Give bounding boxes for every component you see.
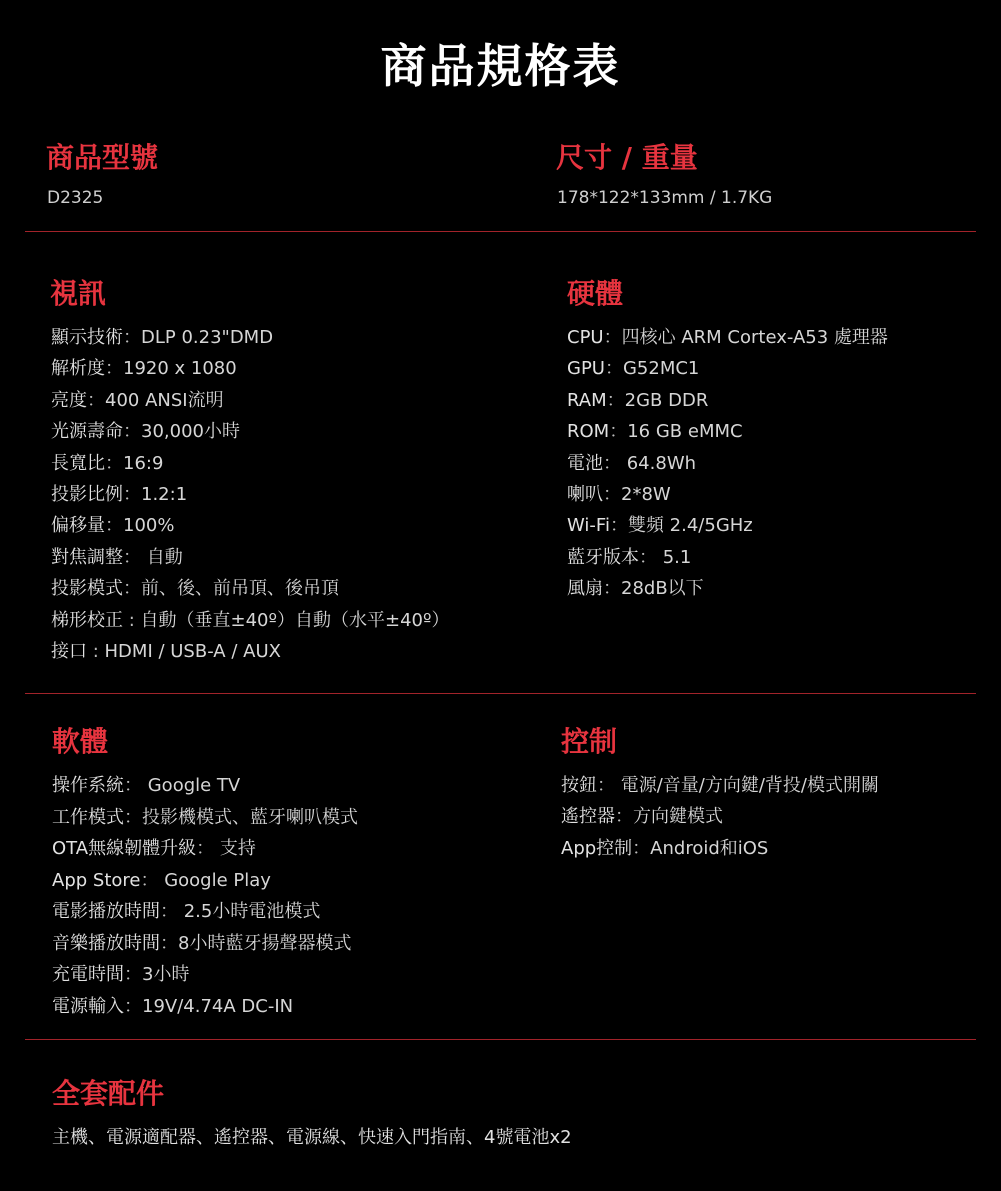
spec-separator: ： — [123, 578, 141, 600]
spec-value: 雙頻 2.4/5GHz — [627, 515, 753, 537]
spec-label: RAM — [567, 389, 607, 411]
spec-separator: : — [123, 609, 141, 631]
spec-separator: ： — [160, 932, 178, 954]
spec-separator: ： — [609, 515, 628, 537]
spec-separator: ： — [603, 452, 627, 474]
spec-item — [51, 542, 449, 573]
spec-label: 音樂播放時間 — [52, 932, 160, 954]
spec-separator: ： — [140, 869, 165, 891]
spec-item — [567, 573, 888, 604]
spec-item — [567, 448, 888, 479]
size-weight-value: 178*122*133mm / 1.7KG — [557, 188, 773, 208]
spec-value: 前、後、前吊頂、後吊頂 — [141, 578, 339, 600]
spec-value: 16:9 — [123, 452, 164, 474]
section-divider — [25, 1039, 976, 1040]
spec-label: 遙控器 — [561, 806, 615, 828]
spec-separator: ： — [124, 775, 148, 796]
spec-label: 藍牙版本 — [567, 546, 639, 568]
spec-separator: ： — [603, 327, 622, 348]
section-divider — [25, 693, 976, 694]
model-heading: 商品型號 — [46, 141, 159, 174]
spec-value: Android和iOS — [650, 837, 769, 859]
page-title: 商品規格表 — [380, 39, 621, 93]
spec-value: HDMI / USB-A / AUX — [104, 640, 281, 662]
spec-label: CPU — [567, 327, 604, 348]
spec-item — [51, 636, 449, 667]
spec-separator: ： — [160, 901, 184, 922]
spec-value: 30,000小時 — [141, 421, 240, 443]
spec-value: 64.8Wh — [626, 452, 697, 474]
spec-item — [561, 833, 879, 864]
video-spec-list — [51, 322, 449, 667]
spec-item — [51, 416, 449, 447]
spec-item — [52, 896, 358, 928]
section-divider — [25, 231, 976, 232]
spec-label: 操作系統 — [52, 775, 124, 796]
model-value: D2325 — [47, 188, 104, 208]
spec-label: 亮度 — [51, 389, 87, 411]
spec-item — [567, 416, 888, 447]
spec-value: 100% — [123, 515, 175, 537]
spec-value: 自動（垂直±40º）自動（水平±40º） — [140, 609, 450, 631]
spec-label: App控制 — [561, 837, 633, 859]
spec-value: 1.2:1 — [141, 483, 188, 505]
spec-value: 1920 x 1080 — [123, 358, 237, 380]
spec-item — [567, 353, 888, 384]
spec-item — [567, 385, 888, 416]
spec-label: 喇叭 — [567, 483, 603, 505]
spec-label: 長寬比 — [51, 452, 105, 474]
accessories-value: 主機、電源適配器、遙控器、電源線、快速入門指南、4號電池x2 — [52, 1127, 572, 1148]
spec-separator: ： — [603, 578, 621, 600]
spec-label: 投影模式 — [51, 578, 123, 600]
spec-item — [51, 479, 449, 510]
spec-value: DLP 0.23"DMD — [141, 327, 274, 348]
spec-separator: ： — [87, 389, 105, 411]
spec-value: 28dB以下 — [621, 578, 704, 600]
spec-label: 接口 — [51, 640, 87, 662]
spec-item — [567, 479, 888, 510]
spec-item — [52, 802, 358, 834]
spec-item — [567, 542, 888, 573]
spec-separator: ： — [603, 483, 621, 505]
spec-label: Wi-Fi — [567, 515, 610, 537]
spec-label: 投影比例 — [51, 483, 123, 505]
spec-label: 電源輸入 — [52, 995, 124, 1017]
spec-separator: ： — [196, 838, 220, 859]
spec-item — [51, 322, 449, 353]
control-heading: 控制 — [561, 725, 618, 758]
spec-separator: ： — [123, 327, 141, 348]
spec-item — [51, 353, 449, 384]
spec-value: 支持 — [219, 838, 256, 859]
spec-label: GPU — [567, 358, 605, 380]
spec-value: 電源/音量/方向鍵/背投/模式開關 — [620, 775, 879, 796]
spec-item — [52, 959, 358, 991]
spec-item — [52, 833, 358, 865]
spec-value: 16 GB eMMC — [627, 421, 743, 443]
spec-separator: ： — [124, 995, 142, 1017]
spec-item — [52, 865, 358, 897]
spec-separator: ： — [105, 452, 123, 474]
spec-label: App Store — [52, 869, 141, 891]
spec-separator: ： — [123, 546, 147, 568]
accessories-heading: 全套配件 — [52, 1077, 165, 1110]
spec-value: 3小時 — [142, 964, 190, 985]
spec-separator: ： — [606, 389, 625, 411]
spec-value: 四核心 ARM Cortex-A53 處理器 — [621, 327, 888, 348]
spec-label: OTA無線韌體升級 — [52, 838, 197, 859]
spec-separator: ： — [639, 546, 663, 568]
spec-item — [51, 573, 449, 604]
control-spec-list — [561, 770, 879, 864]
spec-item — [561, 770, 879, 801]
spec-item — [51, 448, 449, 479]
spec-value: 投影機模式、藍牙喇叭模式 — [142, 806, 358, 828]
spec-value: 400 ANSI流明 — [105, 389, 224, 411]
spec-separator: ： — [609, 421, 628, 443]
spec-item — [51, 605, 449, 636]
spec-label: 風扇 — [567, 578, 603, 600]
spec-item — [52, 770, 358, 802]
spec-separator: : — [87, 640, 105, 662]
spec-item — [567, 510, 888, 541]
spec-label: 梯形校正 — [51, 609, 123, 631]
spec-separator: ： — [123, 421, 141, 443]
hardware-heading: 硬體 — [567, 277, 624, 310]
hardware-spec-list — [567, 322, 888, 605]
spec-label: 對焦調整 — [51, 546, 123, 568]
spec-label: 顯示技術 — [51, 327, 123, 348]
spec-label: 電池 — [567, 452, 603, 474]
spec-value: Google TV — [147, 775, 241, 796]
spec-value: 2GB DDR — [624, 389, 709, 411]
spec-separator: ： — [632, 837, 651, 859]
spec-label: 光源壽命 — [51, 421, 123, 443]
spec-separator: ： — [124, 806, 142, 828]
spec-label: 充電時間 — [52, 964, 124, 985]
video-heading: 視訊 — [50, 277, 107, 310]
spec-item — [51, 385, 449, 416]
spec-separator: ： — [597, 775, 621, 796]
spec-separator: ： — [615, 806, 633, 828]
spec-separator: ： — [124, 964, 142, 985]
spec-item — [52, 928, 358, 960]
spec-value: 8小時藍牙揚聲器模式 — [178, 932, 352, 954]
spec-value: 5.1 — [662, 546, 692, 568]
spec-separator: ： — [105, 358, 123, 380]
spec-item — [51, 510, 449, 541]
software-heading: 軟體 — [52, 725, 109, 758]
spec-value: 2.5小時電池模式 — [183, 901, 321, 922]
spec-label: 電影播放時間 — [52, 901, 160, 922]
spec-separator: ： — [105, 515, 123, 537]
spec-item — [52, 991, 358, 1023]
spec-value: 自動 — [146, 546, 183, 568]
size-weight-heading: 尺寸 / 重量 — [556, 141, 698, 174]
spec-separator: ： — [604, 358, 623, 380]
spec-separator: ： — [123, 483, 141, 505]
spec-value: Google Play — [164, 869, 271, 891]
spec-label: 工作模式 — [52, 806, 124, 828]
spec-value: 2*8W — [621, 483, 671, 505]
spec-value: G52MC1 — [622, 358, 700, 380]
spec-label: ROM — [567, 421, 610, 443]
spec-label: 解析度 — [51, 358, 105, 380]
spec-label: 偏移量 — [51, 515, 105, 537]
spec-item — [567, 322, 888, 353]
spec-value: 19V/4.74A DC-IN — [142, 995, 294, 1017]
spec-value: 方向鍵模式 — [633, 806, 723, 828]
spec-item — [561, 801, 879, 832]
software-spec-list — [52, 770, 358, 1022]
spec-label: 按鈕 — [561, 775, 597, 796]
